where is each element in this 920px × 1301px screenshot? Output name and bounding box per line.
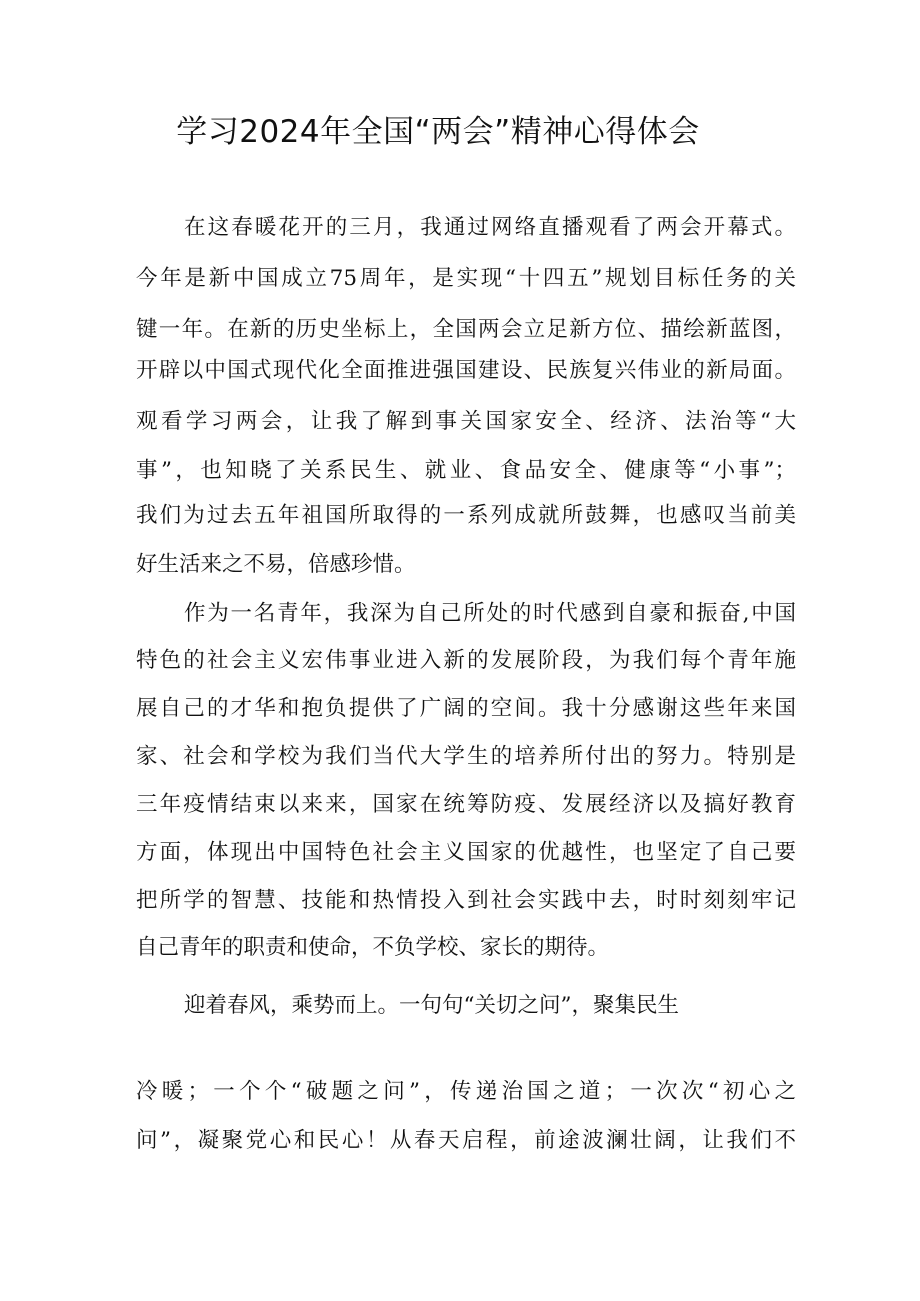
paragraph-2-line-4: 家、社会和学校为我们当代大学生的培养所付出的努力。特别是 [136, 744, 796, 769]
paragraph-1-line-4: 开辟以中国式现代化全面推进强国建设、民族复兴伟业的新局面。 [136, 358, 796, 383]
paragraph-1-line-5: 观看学习两会，让我了解到事关国家安全、经济、法治等“大 [136, 409, 796, 434]
paragraph-1-line-8: 好生活来之不易，倍感珍惜。 [136, 552, 416, 577]
paragraph-2-line-3: 展自己的才华和抱负提供了广阔的空间。我十分感谢这些年来国 [136, 696, 796, 721]
paragraph-2-line-2: 特色的社会主义宏伟事业进入新的发展阶段，为我们每个青年施 [136, 648, 796, 673]
paragraph-1-line-1: 在这春暖花开的三月，我通过网络直播观看了两会开幕式。 [184, 215, 796, 240]
paragraph-1-line-7: 我们为过去五年祖国所取得的一系列成就所鼓舞，也感叹当前美 [136, 503, 796, 528]
paragraph-2-line-8: 自己青年的职责和使命，不负学校、家长的期待。 [136, 935, 610, 960]
paragraph-3-line-2: 冷暖；一个个“破题之问”，传递治国之道；一次次“初心之 [136, 1079, 796, 1104]
document-title: 学习2024年全国“两会”精神心得体会 [176, 114, 700, 150]
paragraph-1-line-3: 键一年。在新的历史坐标上，全国两会立足新方位、描绘新蓝图， [136, 317, 796, 342]
paragraph-2-line-6: 方面，体现出中国特色社会主义国家的优越性，也坚定了自己要 [136, 840, 796, 865]
paragraph-1-line-2: 今年是新中国成立75周年，是实现“十四五”规划目标任务的关 [136, 266, 796, 291]
paragraph-1-line-6: 事”，也知晓了关系民生、就业、食品安全、健康等“小事”； [136, 458, 796, 483]
paragraph-2-line-1: 作为一名青年，我深为自己所处的时代感到自豪和振奋,中国 [184, 601, 796, 626]
paragraph-2-line-5: 三年疫情结束以来来，国家在统筹防疫、发展经济以及搞好教育 [136, 792, 796, 817]
paragraph-2-line-7: 把所学的智慧、技能和热情投入到社会实践中去，时时刻刻牢记 [136, 888, 796, 913]
paragraph-3-line-1: 迎着春风，乘势而上。一句句“关切之问”，聚集民生 [184, 993, 679, 1018]
paragraph-3-line-3: 问”，凝聚党心和民心！从春天启程，前途波澜壮阔，让我们不 [136, 1128, 796, 1153]
